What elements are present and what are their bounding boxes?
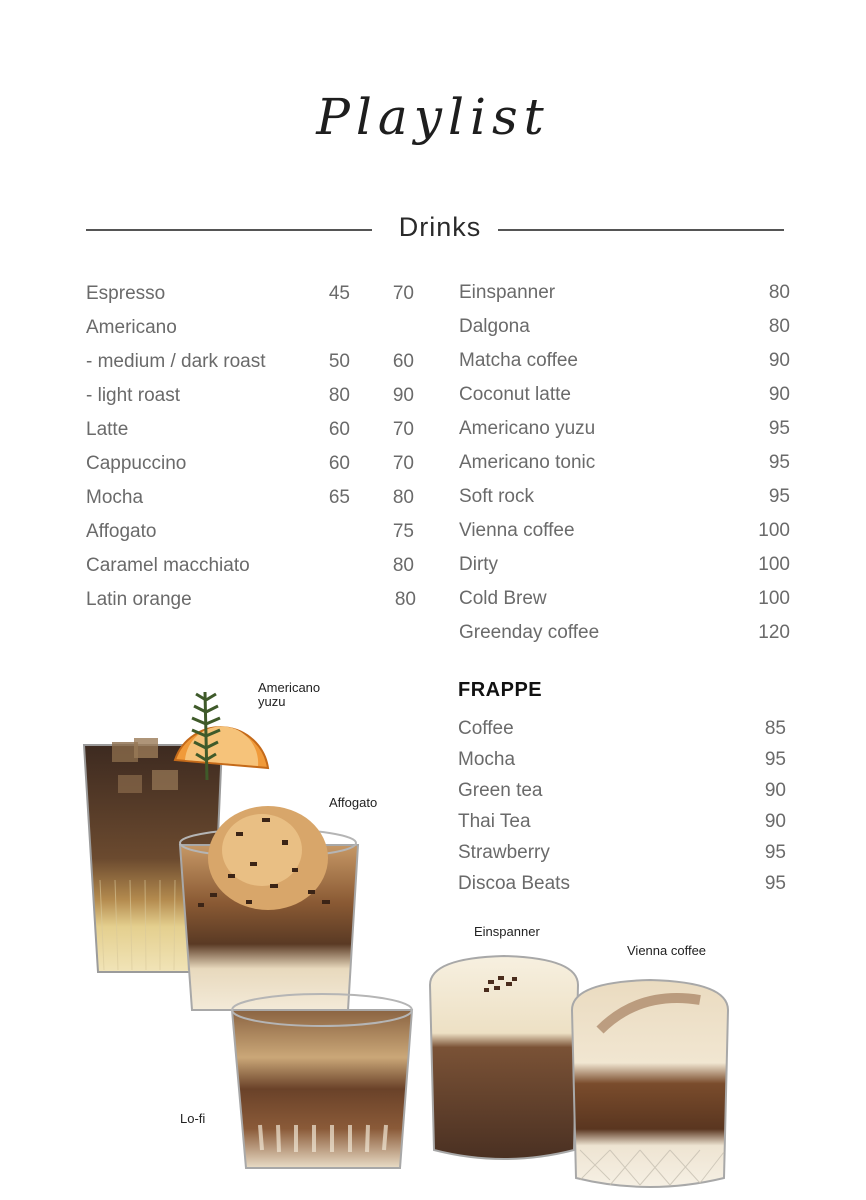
- menu-item-name: - medium / dark roast: [86, 351, 266, 372]
- menu-item-name: Americano: [86, 317, 177, 338]
- menu-item-price: 90: [768, 350, 790, 371]
- menu-item-name: Einspanner: [459, 282, 556, 303]
- menu-item-price: 95: [768, 486, 790, 507]
- menu-item-name: Strawberry: [458, 842, 550, 863]
- menu-item-name: Soft rock: [459, 486, 534, 507]
- vienna-coffee-drink: [572, 980, 728, 1187]
- menu-item-price-single: 60: [328, 419, 350, 440]
- menu-item-name: Affogato: [86, 521, 157, 542]
- menu-item-price-double: 60: [392, 351, 414, 372]
- menu-item-price: 95: [768, 418, 790, 439]
- menu-item-name: Matcha coffee: [459, 350, 579, 371]
- caption-einspanner: Einspanner: [474, 924, 540, 939]
- menu-item-name: Latte: [86, 419, 129, 440]
- menu-item-name: Cold Brew: [459, 588, 547, 609]
- menu-item-name: Thai Tea: [458, 811, 531, 832]
- menu-item-price-single: 60: [328, 453, 350, 474]
- menu-item-price: 100: [758, 554, 790, 575]
- menu-item-price: 95: [768, 452, 790, 473]
- menu-item-price: 95: [764, 749, 786, 770]
- menu-item-price: 100: [758, 588, 790, 609]
- menu-item-price-double: 70: [392, 419, 414, 440]
- frappe-heading: FRAPPE: [458, 679, 543, 701]
- caption-lofi: Lo-fi: [180, 1111, 206, 1126]
- menu-item-name: Discoa Beats: [458, 873, 570, 894]
- menu-item-name: Dirty: [459, 554, 499, 575]
- menu-item-name: Americano yuzu: [459, 418, 596, 439]
- einspanner-drink: [430, 956, 578, 1159]
- menu-item-price-single: 80: [328, 385, 350, 406]
- menu-item-price: 100: [758, 520, 790, 541]
- menu-item-price: 95: [764, 873, 786, 894]
- menu-item-price: 80: [768, 282, 790, 303]
- menu-item-name: Cappuccino: [86, 453, 187, 474]
- section-title: Drinks: [398, 212, 482, 242]
- menu-item-price-single: 50: [328, 351, 350, 372]
- menu-item-name: Greenday coffee: [459, 622, 600, 643]
- menu-item-price-double: 80: [394, 589, 416, 610]
- page-title: Playlist: [316, 88, 550, 146]
- menu-item-price-double: 90: [392, 385, 414, 406]
- menu-item-price-single: 45: [328, 283, 350, 304]
- caption-americano-yuzu: Americano yuzu: [258, 680, 321, 709]
- menu-item-price-double: 70: [392, 283, 414, 304]
- lofi-drink: [232, 994, 412, 1168]
- menu-item-price: 90: [768, 384, 790, 405]
- caption-vienna-coffee: Vienna coffee: [627, 943, 707, 958]
- menu-item-price: 80: [768, 316, 790, 337]
- menu-item-price-single: 65: [328, 487, 350, 508]
- menu-item-price: 85: [764, 718, 786, 739]
- menu-item-price-double: 70: [392, 453, 414, 474]
- menu-item-price: 90: [764, 780, 786, 801]
- menu-item-name: Mocha: [86, 487, 144, 508]
- menu-item-name: Dalgona: [459, 316, 530, 337]
- menu-item-price-double: 80: [392, 555, 414, 576]
- menu-item-name: Americano tonic: [459, 452, 596, 473]
- menu-item-name: Coconut latte: [459, 384, 571, 405]
- menu-item-price-double: 75: [392, 521, 414, 542]
- menu-item-name: Espresso: [86, 283, 166, 304]
- menu-item-name: Caramel macchiato: [86, 555, 250, 576]
- menu-item-name: Coffee: [458, 718, 514, 739]
- caption-affogato: Affogato: [329, 795, 378, 810]
- menu-item-name: Vienna coffee: [459, 520, 575, 541]
- menu-item-price: 120: [758, 622, 790, 643]
- menu-item-price: 95: [764, 842, 786, 863]
- menu-item-price-double: 80: [392, 487, 414, 508]
- menu-item-name: Latin orange: [86, 589, 192, 610]
- menu-item-name: Mocha: [458, 749, 516, 770]
- menu-item-price: 90: [764, 811, 786, 832]
- menu-item-name: Green tea: [458, 780, 543, 801]
- menu-item-name: - light roast: [86, 385, 180, 406]
